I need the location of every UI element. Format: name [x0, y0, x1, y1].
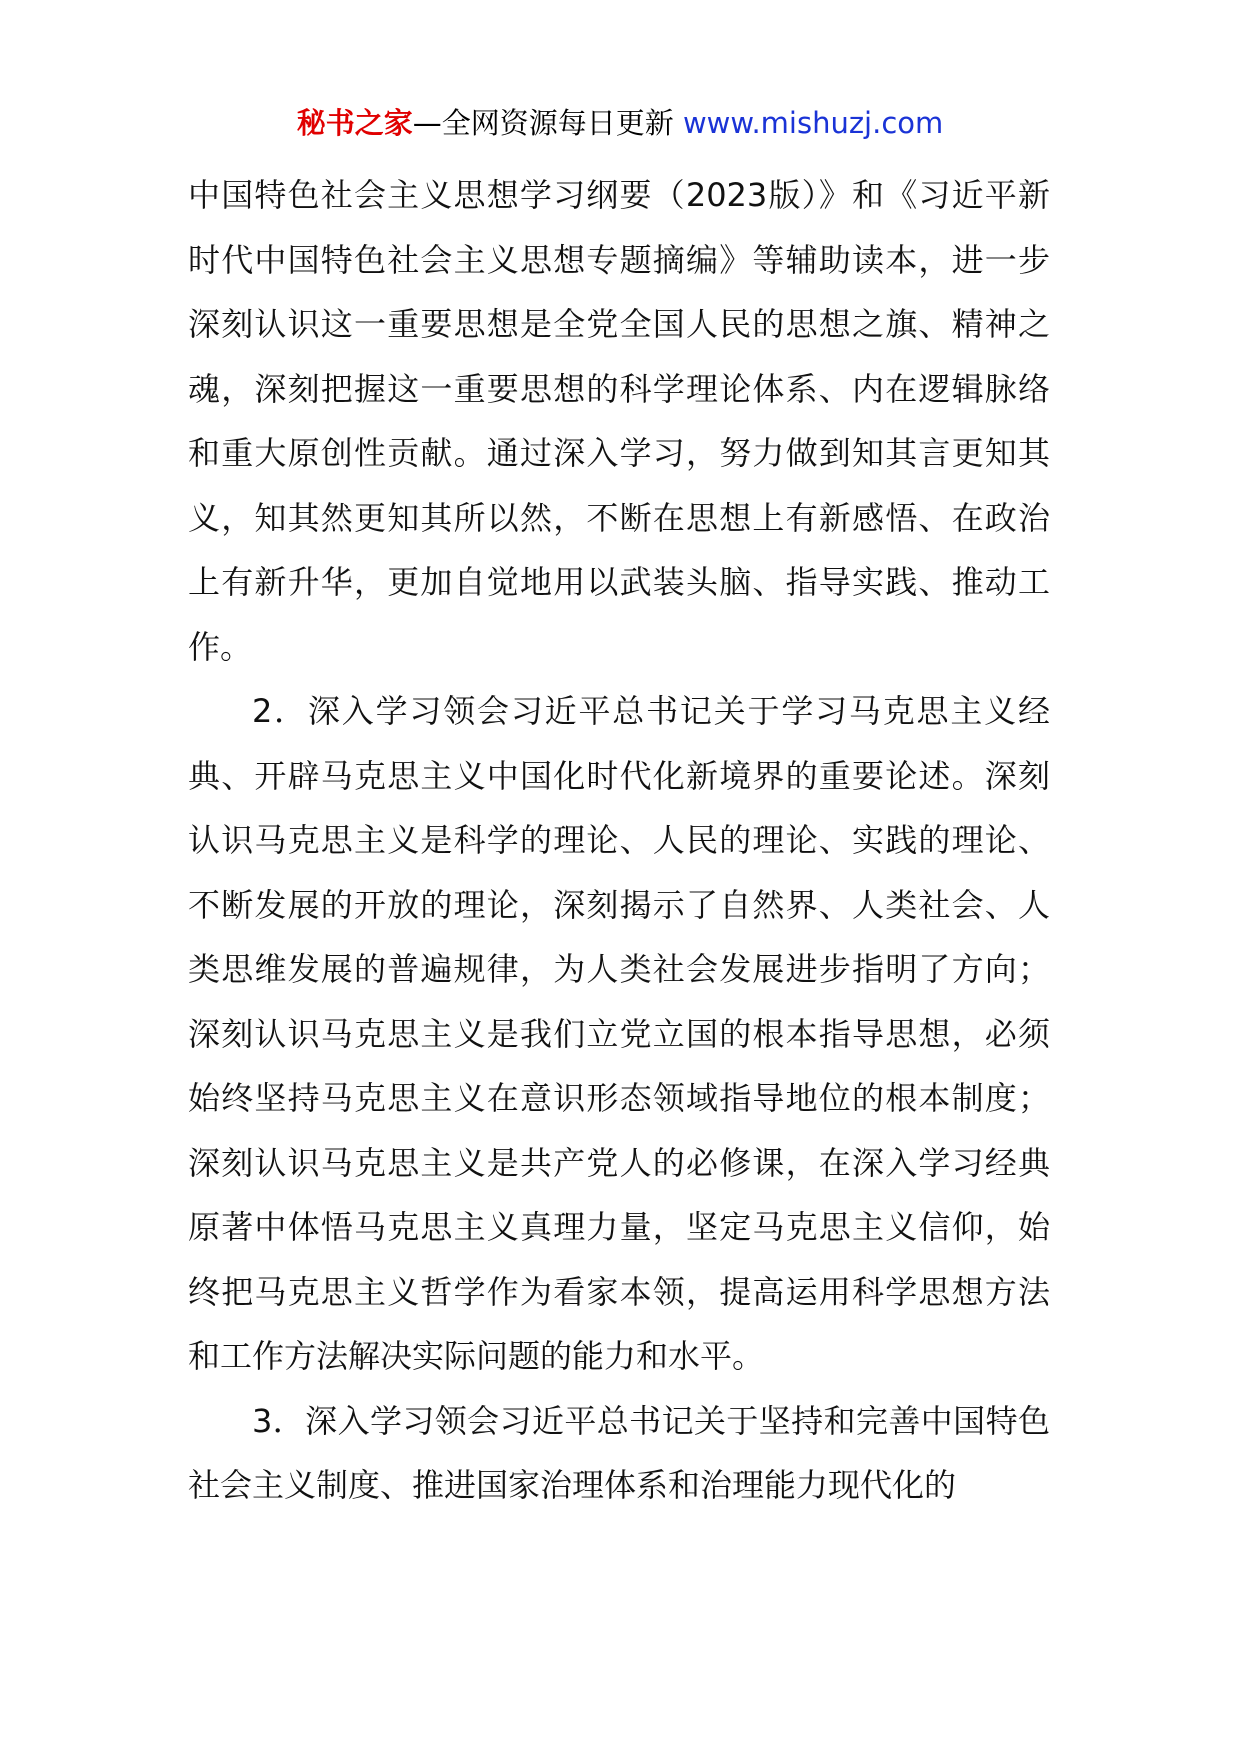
- document-body: [188, 163, 1050, 1518]
- paragraph-item-2: 2．深入学习领会习近平总书记关于学习马克思主义经典、开辟马克思主义中国化时代化新境界的重要论述。深刻认识马克思主义是科学的理论、人民的理论、实践的理论、不断发展的开放的理论，深刻揭示了自然界、人类社会、人类思维发展的普遍规律，为人类社会发展进步指明了方向；深刻认识马克思主义是我们立党立国的根本指导思想，必须始终坚持马克思主义在意识形态领域指导地位的根本制度；深刻认识马克思主义是共产党人的必修课，在深入学习经典原著中体悟马克思主义真理力量，坚定马克思主义信仰，始终把马克思主义哲学作为看家本领，提高运用科学思想方法和工作方法解决实际问题的能力和水平。: [188, 692, 1050, 1375]
- brand-name: 秘书之家: [296, 106, 413, 140]
- paragraph-item-3: 3．深入学习领会习近平总书记关于坚持和完善中国特色社会主义制度、推进国家治理体系和治理能力现代化的: [188, 1401, 1050, 1504]
- paragraph-continuation: 中国特色社会主义思想学习纲要（2023版）》和《习近平新时代中国特色社会主义思想专题摘编》等辅助读本，进一步深刻认识这一重要思想是全党全国人民的思想之旗、精神之魂，深刻把握这一重要思想的科学理论体系、内在逻辑脉络和重大原创性贡献。通过深入学习，努力做到知其言更知其义，知其然更知其所以然，不断在思想上有新感悟、在政治上有新升华，更加自觉地用以武装头脑、指导实践、推动工作。: [188, 176, 1050, 666]
- website-link[interactable]: www.mishuzj.com: [682, 106, 944, 140]
- page-header: [0, 103, 1240, 143]
- header-tagline: —全网资源每日更新: [412, 106, 683, 140]
